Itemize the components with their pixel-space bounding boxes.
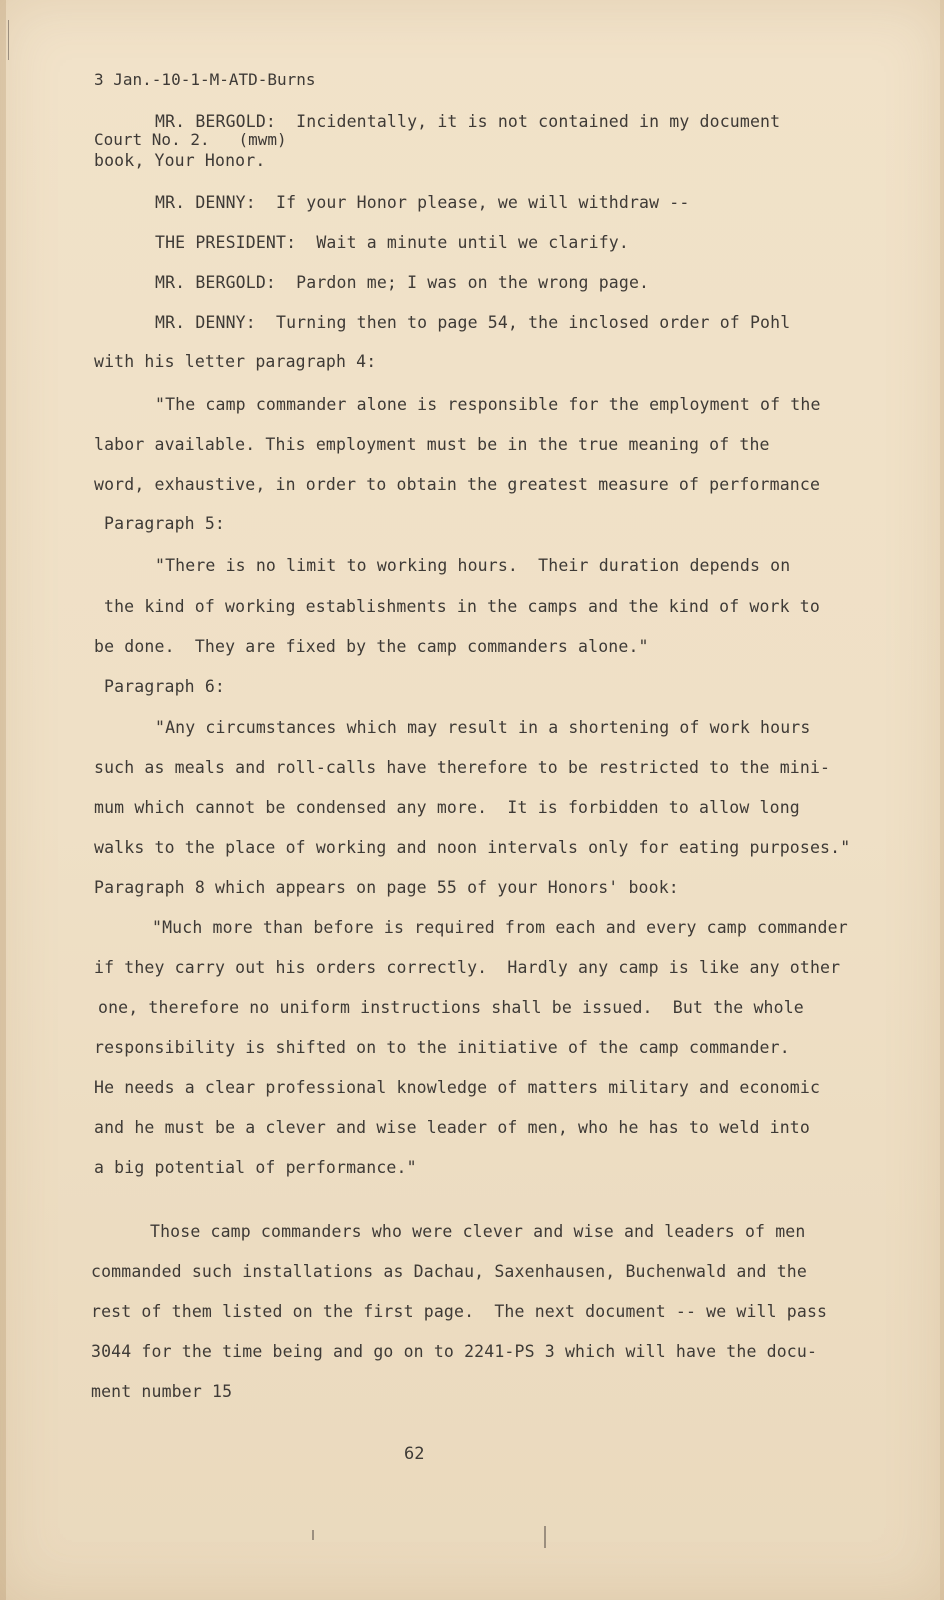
text-line: word, exhaustive, in order to obtain the greatest measure of performance: [94, 475, 821, 494]
text-line: Paragraph 6:: [104, 677, 226, 696]
text-line: walks to the place of working and noon intervals only for eating purposes.": [94, 838, 851, 857]
text-line: be done. They are fixed by the camp commanders alone.": [94, 637, 649, 656]
text-line: MR. DENNY: If your Honor please, we will withdraw --: [155, 193, 690, 212]
text-line: rest of them listed on the first page. The next document -- we will pass: [91, 1302, 828, 1321]
header-line-2: Court No. 2. (mwm): [94, 130, 287, 149]
text-line: THE PRESIDENT: Wait a minute until we clarify.: [155, 233, 629, 252]
text-line: book, Your Honor.: [94, 151, 266, 170]
text-line: "There is no limit to working hours. Their duration depends on: [155, 556, 791, 575]
text-line: He needs a clear professional knowledge of matters military and economic: [94, 1078, 821, 1097]
text-line: Paragraph 8 which appears on page 55 of your Honors' book:: [94, 878, 679, 897]
text-line: the kind of working establishments in the camps and the kind of work to: [104, 597, 820, 616]
text-line: one, therefore no uniform instructions shall be issued. But the whole: [98, 998, 804, 1017]
text-line: "Any circumstances which may result in a shortening of work hours: [155, 718, 811, 737]
text-line: "The camp commander alone is responsible for the employment of the: [155, 395, 821, 414]
text-line: and he must be a clever and wise leader of men, who he has to weld into: [94, 1118, 810, 1137]
text-line: MR. BERGOLD: Pardon me; I was on the wrong page.: [155, 273, 650, 292]
text-line: commanded such installations as Dachau, Saxenhausen, Buchenwald and the: [91, 1262, 807, 1281]
header-line-1: 3 Jan.-10-1-M-ATD-Burns: [94, 70, 316, 89]
text-line: Paragraph 5:: [104, 514, 226, 533]
scan-mark: [544, 1526, 546, 1548]
page-number: 62: [404, 1444, 425, 1464]
text-line: with his letter paragraph 4:: [94, 352, 377, 371]
text-line: MR. DENNY: Turning then to page 54, the inclosed order of Pohl: [155, 313, 791, 332]
text-line: such as meals and roll-calls have therefore to be restricted to the mini-: [94, 758, 831, 777]
text-line: labor available. This employment must be in the true meaning of the: [94, 435, 770, 454]
text-line: 3044 for the time being and go on to 2241-PS 3 which will have the docu-: [91, 1342, 818, 1361]
text-line: if they carry out his orders correctly. Hardly any camp is like any other: [94, 958, 841, 977]
text-line: responsibility is shifted on to the initiative of the camp commander.: [94, 1038, 790, 1057]
text-line: Those camp commanders who were clever and wise and leaders of men: [150, 1222, 806, 1241]
text-line: mum which cannot be condensed any more. It is forbidden to allow long: [94, 798, 800, 817]
text-line: ment number 15: [91, 1382, 233, 1401]
text-line: MR. BERGOLD: Incidentally, it is not contained in my document: [155, 112, 781, 131]
text-line: a big potential of performance.": [94, 1158, 417, 1177]
text-line: "Much more than before is required from each and every camp commander: [152, 918, 848, 937]
scan-mark: [312, 1530, 314, 1540]
scan-mark: [8, 20, 9, 60]
